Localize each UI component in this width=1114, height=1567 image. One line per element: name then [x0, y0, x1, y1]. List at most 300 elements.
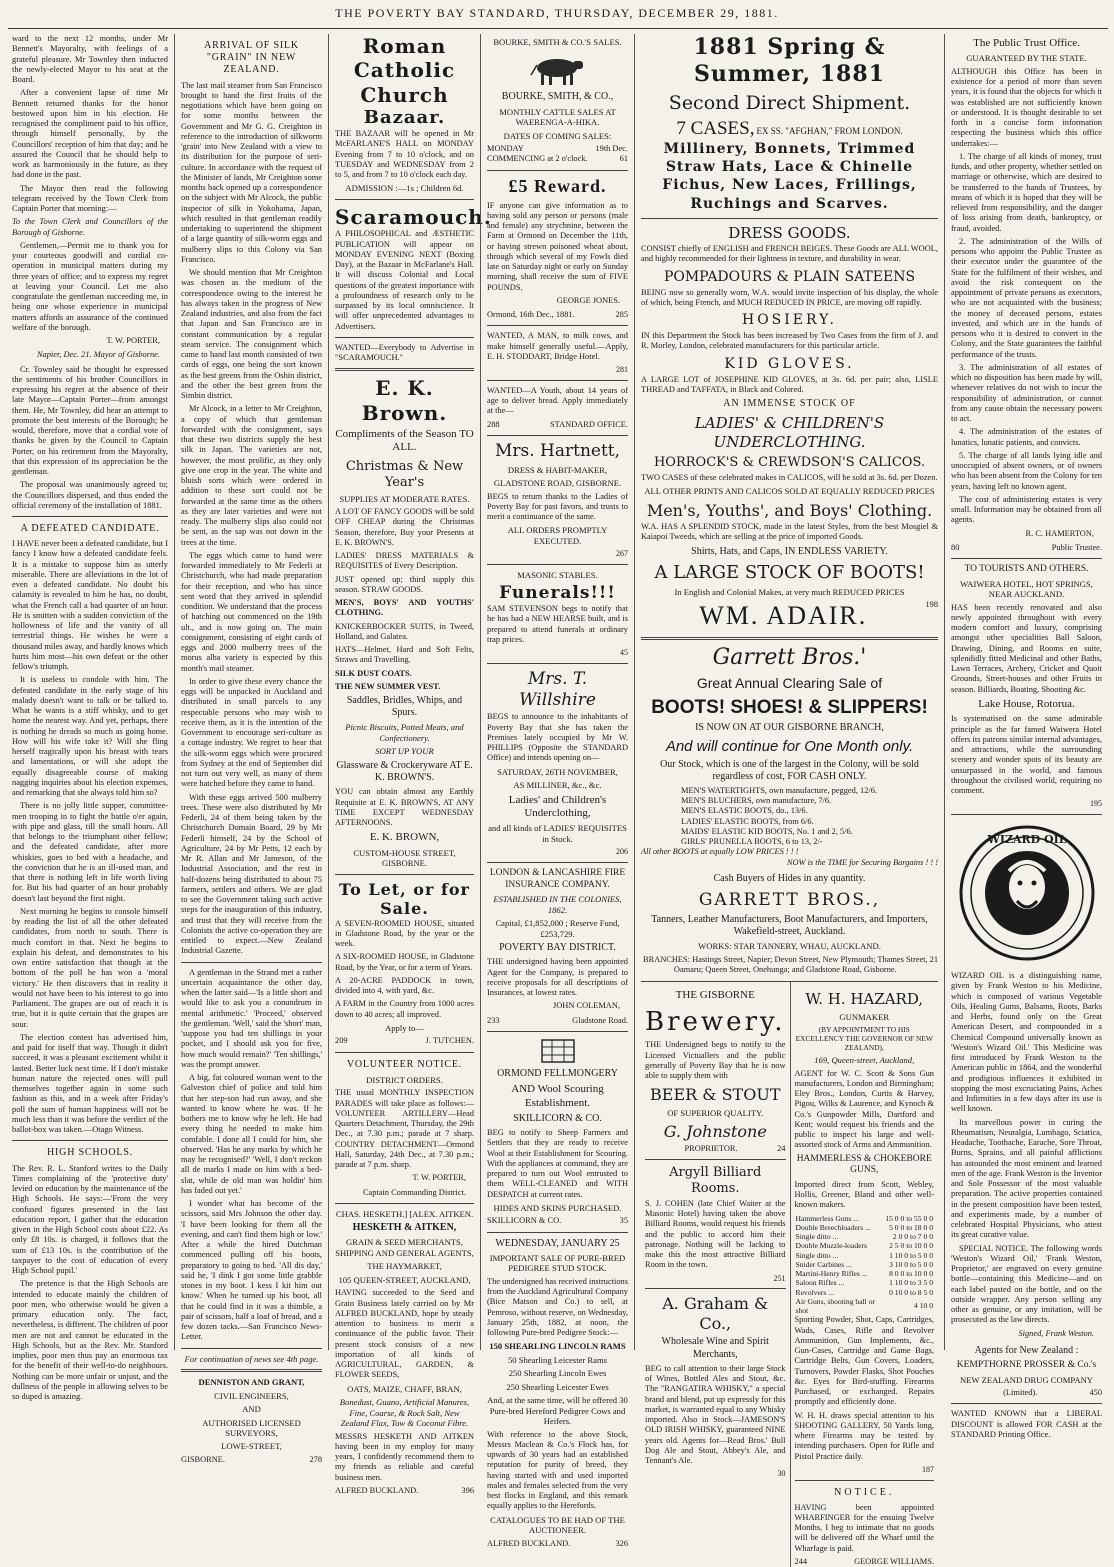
divider	[335, 199, 474, 200]
ad-text: THE BAZAAR will be opened in Mr McFARLANE'S HALL on MONDAY Evening from 7 to 10 o'clock, and on TUESDAY and WEDNESDAY from 2 to 5, and from 7 to 10 o'clock each day.	[335, 129, 474, 180]
gunmaker: GUNMAKER	[839, 1011, 890, 1022]
sale-date: WEDNESDAY, JANUARY 25	[495, 1237, 620, 1249]
gun-price: 1 10 0 to 5 0 0	[889, 1250, 933, 1260]
brewery-title: Brewery.	[645, 1006, 786, 1037]
ad-text: BEGS to return thanks to the Ladies of Poverty Bay for past favors, and trusts to merit a continuance of the same.	[487, 491, 628, 522]
porter-role: Captain Commanding District.	[362, 1187, 466, 1197]
divider	[335, 1052, 474, 1053]
ad-number: 187	[922, 1464, 934, 1474]
scaramouch-title: Scaramouch.	[335, 204, 492, 229]
skillicorn-footer	[487, 1216, 628, 1226]
catalogues: CATALOGUES TO BE HAD OF THE AUCTIONEER.	[490, 1514, 625, 1536]
article-text: With these eggs arrived 500 mulberry trees. These were also distributed by Mr Federli, 24 of them being taken by the Christchurch Domain Board, 29 by Mr Federli himself, 24 by the School of Agriculture, 24 by Mr Petts, 12 each by Mr R. Allan and Mr Jameson, of the Industrial Association, and the rest in half-dozens being distributed to about 75 farmers, settlers and others. We are glad to see the Government taking such active steps for the inauguration of this industry, and trust that they will receive from the Colonists the active co-operation they are entitled to expect.—New Zealand Industrial Gazette.	[181, 792, 322, 956]
ad-text: BEG to notify to Sheep Farmers and Settlers that they are ready to receive Wool at their Establishment for Scouring. With the appliances at command, they are prepared to turn out Wool entrusted to them WELL-CLEANED and WITH DESPATCH at current rates.	[487, 1128, 628, 1199]
gun-item: Double Breechloaders ...	[795, 1222, 871, 1232]
sale-date-row	[487, 144, 628, 154]
ad-text: HAS been recently renovated and also newly appointed throughout with every modern comfort and luxury, comprising amongst other specialities Ball Saloon, Drawing, Dining, and Rooms en suite, splendidly fitted Medicinal and other Baths, Lawn Terraces, Archery, Cricket and Quoit Grounds, Street-houses and other Fruits in season. Billiards, Boating, Shooting &c.	[951, 602, 1102, 694]
ad-text: THE NEW SUMMER VEST.	[335, 681, 441, 691]
buckland-footer	[335, 1486, 474, 1496]
ad-number: 61	[619, 154, 628, 164]
hamerton-footer	[951, 543, 1102, 553]
divider	[12, 1140, 168, 1141]
ad-number: 288	[487, 419, 500, 429]
stock-line: And, at the same time, will be offered 30 Pure-bred Hereford Pedigree Cows and Heifers.	[487, 1395, 628, 1427]
lake-house: Lake House, Rotorua.	[978, 697, 1075, 710]
article-text: The Mayor then read the following telegram received by the Town Clerk from Captain Porter that morning:—	[12, 183, 168, 213]
underclothing: LADIES' & CHILDREN'S UNDERCLOTHING.	[694, 414, 885, 451]
telegram-place: Napier, Dec. 21. Mayor of Gisborne.	[36, 350, 160, 360]
ad-text: A SEVEN-ROOMED HOUSE, situated in Gladstone Road, by the year or the week.	[335, 918, 474, 949]
hammerless: HAMMERLESS & CHOKEBORE GUNS,	[796, 1153, 932, 1176]
gun-price: 0 10 0 to 8 5 0	[889, 1287, 933, 1297]
telegram-signature: T. W. PORTER,	[106, 336, 160, 345]
column-6	[944, 34, 1108, 1439]
weston-signature: Signed, Frank Weston.	[1018, 1328, 1094, 1338]
article-text: Mr Alcock, in a letter to Mr Creighton, a copy of which that gentleman forwarded with the consignment, says that these two districts supply the best silk in Japan. The varieties are not, however, the most prolific, as they only give one crop in the year. The white and bluish sorts which were ordered in addition to these sort could not be forwarded at the same time as the others as they are later varieties and were not ready. The mulberry slips also could not be sent, as the sap was not down in the trees at the time.	[181, 404, 322, 547]
gun-price: 4 10 0	[914, 1301, 933, 1311]
ad-text: HATS—Helmet, Hard and Soft Felts, Straws and Travelling.	[335, 645, 474, 665]
column-2	[174, 34, 328, 1464]
millinery: Millinery, Bonnets, Trimmed Straw Hats, Lace & Chinelle Fichus, New Laces, Frillings, Ruchings and Scarves.	[662, 141, 917, 212]
hartnett-sub: DRESS & HABIT-MAKER,	[507, 464, 608, 475]
ad-text: Our Stock, which is one of the largest in the Colony, will be sold regardless of cost, FOR CASH ONLY.	[660, 758, 919, 782]
gun-price-row	[795, 1269, 935, 1278]
denniston-town: GISBORNE.	[181, 1454, 225, 1464]
gun-price: 8 0 0 to 10 0 0	[889, 1269, 933, 1278]
gun-item: Revolvers ...	[795, 1287, 834, 1297]
ad-text: WANTED—A Youth, about 14 years of age to deliver bread. Apply immediately at the—	[487, 385, 628, 416]
ad-number: 233	[487, 1015, 500, 1025]
article-text: I wonder what has become of the scissors, said Mrs Johnson the other day. 'I have been looking for them all the evening, and can't find them high or low.' After a while the hired Dutchman commenced pulling off his boots, preparatory to going to bed. 'All dis day,' said he, 'I dink I got some little grabble stones in my boot. I kess I kit him out know.' When he turned up his boot, all that he could find in it was a thimble, a pair of scissors, half a loaf of bread, and a few dozen tacks.—San Francisco News-Letter.	[181, 1199, 322, 1342]
article-text: In order to give these every chance the eggs will be unpacked in Auckland and distributed in small parcels to any respectable persons who may wish to receive them, as it is the intention of the Government to encourage seri-culture as a cottage industry. We regret to hear that the silk-worm eggs which were procured from Sydney at the end of September did not turn out very well, as many of them were hatched before they came to hand.	[181, 676, 322, 789]
gun-item: Single ditto ...	[795, 1250, 839, 1260]
christmas-heading: Christmas & New Year's	[345, 458, 464, 490]
horrocks: HORROCK'S & CREWDSON'S CALICOS.	[653, 455, 926, 471]
ad-text: HAVING been appointed WHARFINGER for the ensuing Twelve Months, I beg to intimate that no goods will be delivered off the Wharf until the Wharfage is paid.	[794, 1502, 934, 1553]
garrett-bros: GARRETT BROS.,	[698, 890, 881, 911]
standard-office: STANDARD OFFICE.	[550, 419, 628, 429]
divider	[487, 170, 628, 171]
boots-sub: In English and Colonial Makes, at very much REDUCED PRICES	[674, 586, 905, 597]
ad-text: CONSIST chiefly of ENGLISH and FRENCH BEIGES. These Goods are ALL WOOL, and highly recommended for their lightness in texture, and durability in wear.	[641, 244, 938, 264]
district-orders: DISTRICT ORDERS.	[366, 1074, 443, 1085]
hesketh-line: GRAIN & SEED MERCHANTS, SHIPPING AND GENERAL AGENTS,	[335, 1237, 474, 1258]
gun-item: Saloon Rifles ...	[795, 1278, 845, 1288]
boot-price: MEN'S BLUCHERS, own manufacture, 7/6.	[681, 796, 832, 806]
ad-text: A LARGE LOT of JOSEPHINE KID GLOVES, at 3s. 6d. per pair; also, LISLE THREAD and TAFFATA, in Black and Colored.	[641, 374, 938, 395]
boot-price: MEN'S WATERTIGHTS, own manufacture, pegged, 12/6.	[681, 785, 877, 795]
gun-price-row	[795, 1232, 935, 1241]
gun-price-row	[795, 1260, 935, 1269]
divider	[487, 435, 628, 436]
argyll-title: Argyll Billiard Rooms.	[669, 1165, 762, 1196]
nz-drug: NEW ZEALAND DRUG COMPANY	[960, 1374, 1093, 1385]
boot-price-list	[641, 786, 938, 848]
headline-defeated-candidate: A DEFEATED CANDIDATE.	[20, 523, 160, 534]
ad-number: 209	[335, 1036, 348, 1046]
glassware: Glassware & Crockeryware AT E. K. BROWN'S.	[336, 759, 473, 784]
ad-text: BEGS to announce to the inhabitants of Poverty Bay that she has taken the Premises lately occupied by Mr W. PHILLIPS (Opposite the STANDARD Office) and intends opening on—	[487, 712, 628, 763]
ad-text: Imported direct from Scott, Webley, Hollis, Greener, Bland and other well-known makers.	[794, 1179, 934, 1210]
milliner: AS MILLINER, &c., &c.	[513, 780, 602, 791]
article-text: Cr. Townley said he thought he expressed the sentiments of his brother Councillors in expressing his regret at the absence of their late Mayor—Captain Porter—from amongst them. He, Mr Townley, did hear an attempt to promote the best interests of the Borough; he would, therefore, move that a cordial vote of thanks be given by the Council to Captain Porter, on his retirement from the Mayoralty, that this expression of its appreciation be the gentleman.	[12, 364, 168, 476]
divider	[181, 1369, 322, 1372]
ormond-fellmongery: ORMOND FELLMONGERY	[497, 1067, 618, 1079]
ad-text: SILK DUST COATS.	[335, 668, 412, 678]
jones-sig: GEORGE JONES.	[556, 295, 620, 305]
column-1	[6, 34, 174, 1402]
porter-sig: T. W. PORTER,	[412, 1173, 466, 1183]
ad-text: 5. The charge of all lands lying idle and unoccupied of absent owners, or of owners who has been absent from the Colony for ten years, having left no known agent.	[951, 450, 1102, 491]
ad-number: 326	[615, 1538, 628, 1548]
divider	[335, 368, 474, 371]
denniston-footer	[181, 1455, 322, 1465]
gun-item: Single ditto ...	[795, 1232, 839, 1241]
willshire-title: Mrs. T. Willshire	[519, 668, 596, 710]
gun-price: 3 10 0 to 5 0 0	[889, 1259, 933, 1269]
quality: OF SUPERIOR QUALITY.	[667, 1107, 764, 1118]
article-text: After a convenient lapse of time Mr Bennett returned thanks for the honor bestowed upon him in his election. He recognised the compliment paid to his office, through himself personally, by the Councillors' reception of him that day; and he assured the Council that he should help to work as harmoniously in the future, as they had done in the past.	[12, 88, 168, 180]
london-lancashire: LONDON & LANCASHIRE FIRE INSURANCE COMPANY.	[489, 868, 626, 890]
lower-ads	[641, 981, 938, 1567]
shirts: Shirts, Hats, and Caps, IN ENDLESS VARIETY.	[691, 545, 888, 557]
ad-text: A SIX-ROOMED HOUSE, in Gladstone Road, by the Year, or for a term of Years.	[335, 952, 474, 972]
mens-clothing: Men's, Youths', and Boys' Clothing.	[646, 500, 933, 520]
ad-text: A 20-ACRE PADDOCK in town, divided into 4, with yard, &c.	[335, 975, 474, 996]
gun-price: 15 0 0 to 55 0 0	[885, 1213, 933, 1223]
divider	[487, 1232, 628, 1233]
oats: OATS, MAIZE, CHAFF, BRAN,	[347, 1383, 462, 1394]
divider	[335, 1203, 474, 1204]
ad-text: 2. The administration of the Wills of persons who appoint the Public Trustee as their executor under the guarantee of the State for the fulfilment of their wishes, and avoid the risk consequent on the appointment of private persons as executors, who are not acquainted with the business; the money of deceased persons, estates invested, and which are in the hands of persons who it is desired to convert in the Colony, and the State guarantees the faithful performance of the trusts.	[951, 236, 1102, 359]
divider	[335, 337, 474, 338]
ad-text: MESSRS HESKETH AND AITKEN having been in my employ for many years, I confidently recommend them to my friends as reliable and careful business men.	[335, 1431, 474, 1482]
divider	[181, 1348, 322, 1349]
kid-gloves: KID GLOVES.	[724, 355, 855, 372]
brewery-ad	[641, 982, 790, 1567]
divider	[487, 564, 628, 565]
gun-price-rows	[795, 1214, 935, 1316]
ad-number: 21	[929, 954, 938, 964]
proprietor: PROPRIETOR.	[684, 1143, 738, 1153]
gun-item: Hammerless Guns ...	[795, 1213, 859, 1223]
ladies-requisites: and all kinds of LADIES' REQUISITES in Stock.	[488, 823, 627, 844]
gun-item: Air Guns, shooting ball or shot	[795, 1296, 876, 1315]
tutchen-sig: J. TUTCHEN.	[425, 1036, 474, 1046]
brewery-the: THE GISBORNE	[675, 989, 755, 1002]
divider	[335, 874, 474, 875]
ad-text: IN this Department the Stock has been increased by Two Cases from the firm of J. and R. Morley, London, celebrated manufacturers for this particular article.	[641, 331, 938, 351]
garrett-title: Garrett Bros.'	[712, 645, 867, 671]
masthead-rule	[8, 28, 1108, 29]
rc-admission: ADMISSION :—1s ; Children 6d.	[345, 183, 464, 194]
notice-title: NOTICE.	[834, 1486, 895, 1498]
ad-number: 198	[925, 600, 938, 610]
ad-text: 1. The charge of all kinds of money, trust funds, and other property, whether settled on marriage or otherwise, which are desired to be transferred to the hands of Trustees, by means of which it is hoped that they will be relieved from responsibility, and the danger of loss arising from death, bankruptcy, or fraud, avoided.	[951, 151, 1102, 233]
commencing-row	[487, 154, 628, 164]
rc-church-title: Roman Catholic Church	[353, 34, 456, 107]
buckland-sig: ALFRED BUCKLAND.	[487, 1538, 571, 1548]
ad-text: SAM STEVENSON begs to notify that he has had a NEW HEARSE built, and is prepared to attend funerals at ordinary trap prices.	[487, 604, 628, 644]
ad-text: With reference to the above Stock, Messrs Maclean & Co.'s Flock has, for upwards of 30 years had an established reputation for purity of breed, they having started with and used imported males and females selected from the very best flocks in England, and this remark equally applies to the Herefords.	[487, 1429, 628, 1511]
denniston-line: AUTHORISED LICENSED SURVEYORS,	[202, 1417, 301, 1438]
ad-text: W. H. H. draws special attention to his SHOOTING GALLERY, 50 Yards long, where Firearms may be tested by intending purchasers. Open for Rifle and Pistol Practice daily.	[794, 1410, 934, 1461]
wholesale: Wholesale Wine and Spirit Merchants,	[661, 1336, 769, 1360]
ad-number: 24	[777, 1143, 786, 1153]
now-is-time: NOW is the TIME for Securing Bargains ! ! !	[786, 857, 938, 867]
tanners: Tanners, Leather Manufacturers, Boot Manufacturers, and Importers, Wakefield-street, Auckland.	[651, 913, 928, 938]
ad-number: 206	[616, 847, 628, 857]
rc-bazaar-title: Bazaar.	[363, 107, 446, 129]
stock-line: 50 Shearling Leicester Rams	[507, 1354, 608, 1365]
divider	[487, 862, 628, 863]
article-text: It is useless to condole with him. The defeated candidate in the early stage of his malady doesn't want to talk or be talked to. What he wants is a stiff whisky, and to get home the nearest way. And yet, perhaps, there is nothing he dreads so much as going home. How will his wife take it? Will she fling herself tragically upon his breast with tears and lamentations, or will she adopt the equally disagreeable course of making nagging inquiries about his election expenses, and remarking that she always told him so?	[12, 675, 168, 798]
ad-number: 35	[619, 1216, 628, 1226]
article-text: ward to the next 12 months, under Mr Bennett's Mayoralty, with feelings of a grateful pleasure. Mr Townley then inducted the newly-elected Mayor to his seat at the Board.	[12, 34, 168, 84]
volunteer-title: VOLUNTEER NOTICE.	[346, 1058, 463, 1070]
gun-price-row	[795, 1214, 935, 1223]
article-text: There is no jolly little supper, committee-men trooping in to fight the battle o'er again, with pipe and glass, till the small hours. All that belongs to the triumphant other fellow; and the defeated candidate, after more whiskies, goes to bed with a headache, and the conviction that he is an ill-used man, and that there is nothing left in life worth living for. But his bad quarter of an hour probably doesn't last beyond the first night.	[12, 801, 168, 903]
ad-text: BEG to call attention to their large Stock of Wines, Bottled Ales and Stout, &c. The "RANGATIRA WHISKY," a special brand and blend, put up expressly for this market, is warranted equal to any Whisky imported. Also in Stock—JAMESON'S OLD IRISH WHISKY, guaranteed NINE years old. Agents for—Read Bros.' Bull Dog Ale and Stout, Abbey's Ale, and Tennant's Ale.	[645, 1363, 786, 1465]
hartnett-addr: GLADSTONE ROAD, GISBORNE.	[493, 478, 622, 489]
appointment: (BY APPOINTMENT TO HIS EXCELLENCY THE GOVERNOR OF NEW ZEALAND),	[795, 1025, 933, 1053]
divider	[487, 380, 628, 381]
now-on: IS NOW ON AT OUR GISBORNE BRANCH,	[695, 722, 884, 734]
buckland-footer	[487, 1539, 628, 1549]
gun-price-row	[795, 1223, 935, 1232]
cases: 7 CASES,	[676, 117, 755, 139]
column-4	[480, 34, 634, 1548]
boots-stock: A LARGE STOCK OF BOOTS!	[654, 561, 925, 583]
bourke-name: BOURKE, SMITH, & CO.,	[501, 91, 614, 103]
ad-number: 45	[620, 648, 628, 658]
saddles: Saddles, Bridles, Whips, and Spurs.	[346, 695, 463, 719]
cases-line	[641, 117, 938, 140]
established: ESTABLISHED IN THE COLONIES, 1862.	[493, 894, 622, 915]
gun-price: 2 0 0 to 7 0 0	[892, 1232, 933, 1241]
ad-number: 450	[1089, 1388, 1102, 1398]
divider	[951, 814, 1102, 815]
ad-number: 251	[773, 1273, 786, 1283]
ad-text: A PHILOSOPHICAL and ÆSTHETIC PUBLICATION will appear on MONDAY EVENING NEXT (Boxing Day), at the Bazaar in McFarlane's Hall. It will discuss Colonial and Local questions of the greatest importance with a profoundness of research only to be surpassed by its local omniscience. It will offer unprecedented advantages to Advertisers.	[335, 229, 474, 331]
ad-text: IF anyone can give information as to having sold any person or persons (male and female) any strychnine, between the Farm at Ormond on December the 11th, or having strewn poisoned wheat about, through which several of my Fowls died late on Saturday night or early on Sunday morning, shall receive the sum of FIVE POUNDS.	[487, 200, 628, 292]
ad-text: S. J. COHEN (late Chief Waiter at the Masonic Hotel) having taken the above Billiard Rooms, would request his friends and the public to accord him their patronage. Nothing will be lacking to make this the most attractive Billiard Room in the town.	[645, 1198, 786, 1270]
branches: BRANCHES: Hastings Street, Napier; Devon Street, New Plymouth; Thames Street, Oamaru; Queen Street, Onehunga; and Gladstone Road, Gisborne.	[643, 954, 928, 974]
important-sale: IMPORTANT SALE OF PURE-BRED PEDIGREE STUD STOCK.	[489, 1252, 626, 1274]
hesketh-line: 105 QUEEN-STREET, AUCKLAND,	[338, 1274, 471, 1285]
ad-text: ALTHOUGH this Office has been in existence for a period of more than seven years, it is found that the objects for which it was established are not sufficiently known or understood. It is thought desirable to set forth in a concise form information respecting the business which this office undertakes:—	[951, 66, 1102, 148]
tutchen-footer	[335, 1036, 474, 1046]
article-text: A gentleman in the Strand met a rather uncertain acquaintance the other day, when the latter said—'Is a little short and would like to ask you a conundrum in mental arithmetic.' 'Proceed,' observed the gentleman. 'Well,' said the 'short' man, 'suppose you had ten shillings in your pocket, and I should ask you for five, how much would remain?' 'Ten shillings,' was the prompt answer.	[181, 967, 322, 1069]
boot-price: GIRLS' PRUNELLA BOOTS, 6 to 13, 2/-	[681, 837, 823, 847]
article-text: I HAVE never been a defeated candidate, but I fancy I know how a defeated candidate feels. It is a mistake to suppose him as utterly miserable. There are alleviations in the lot of even a defeated candidate. No doubt his calamity is revealed to him he has, no doubt, what the French call a bad quarter of an hour. He is smitten with a sudden conviction of the hollowness of life and the vanity of all terrestrial things. He wishes he were a thousand miles away, and hardly knows which hurts him most—his own defeat or the other fellow's triumph.	[12, 539, 168, 672]
ad-text: WANTED KNOWN that a LIBERAL DISCOUNT is allowed FOR CASH at the STANDARD Printing Office.	[951, 1409, 1102, 1439]
divider	[645, 1159, 786, 1160]
article-text: The pretence is that the High Schools are intended to educate mainly the children of poor men, who otherwise would be given a primary education only. The fact, nevertheless, is different. The children of poor men are not and cannot be educated in the High Schools, but as the Rev. Mr. Stanford implies, poor men thus pay an enormous tax for the benefit of their well-to-do neighbours. Nothing can be more unfair or unjust, and the dullness of the people in allowing selves to be so duped is amazing.	[12, 1279, 168, 1402]
bourke-head: BOURKE, SMITH & CO.'S SALES.	[493, 37, 622, 47]
gun-price-row	[795, 1297, 935, 1316]
ad-text: YOU can obtain almost any Earthly Requisite at E. K. BROWN'S, AT ANY TIME EXCEPT WEDNESDAY AFTERNOONS.	[335, 787, 474, 827]
ad-number: 195	[1090, 799, 1102, 809]
immense-stock: AN IMMENSE STOCK OF	[723, 398, 856, 410]
dress-goods: DRESS GOODS.	[728, 223, 851, 242]
cattle-icon	[523, 51, 593, 87]
ad-number: 30	[777, 1469, 786, 1479]
ad-text: THE usual MONTHLY INSPECTION PARADES will take place as follows:— VOLUNTEER ARTILLERY—Head Quarters Detachment, Thursday, the 29th Dec., at 7.30 p.m.; parade at 7 sharp. COUNTRY DETACHMENT—Ormond Hall, Saturday, 24th Dec., at 7.30 p.m.; parade at 7 p.m. sharp.	[335, 1088, 474, 1170]
ad-number: 244	[794, 1556, 808, 1566]
limited: (Limited).	[1003, 1388, 1038, 1398]
denniston-line: CIVIL ENGINEERS,	[214, 1390, 289, 1401]
ad-text: Its marvellous power in curing the Rheumatism, Neuralgia, Lumbago, Sciatica, Headache, Toothache, Earache, Sore Throat, Burns, Sprains, and all painful afflictions has astounded the most eminent and learned men of the age. Frank Weston is the Inventor and Sole Possessor of the most valuable preparation. The active properties contained in the present composition have been tested, and experiments made, by a number of celebrated Hospital Physicians, who attest its great curative value.	[951, 1117, 1102, 1240]
divider	[487, 325, 628, 326]
williams-sig: GEORGE WILLIAMS.	[854, 1556, 934, 1566]
ek-brown-addr: CUSTOM-HOUSE STREET, GISBORNE.	[353, 847, 456, 869]
bonedust: Bonedust, Guano, Artificial Manures, Fine, Coarse, & Rock Salt, New Zealand Flax, Tow & Coconut Fibre.	[339, 1397, 470, 1429]
cash-buyers: Cash Buyers of Hides in any quantity.	[713, 872, 866, 884]
ad-text: LADIES' DRESS MATERIALS & REQUISITES of Every Description.	[335, 551, 474, 571]
telegram-address: To the Town Clerk and Councillors of the Borough of Gisborne.	[12, 217, 168, 237]
hesketh-title: HESKETH & AITKEN,	[352, 1222, 457, 1234]
divider	[487, 1031, 628, 1032]
ad-number: 396	[461, 1485, 474, 1495]
hazard-title: W. H. HAZARD,	[805, 990, 924, 1009]
wool-scouring: AND Wool Scouring Establishment.	[511, 1083, 604, 1109]
gun-price-table	[795, 1214, 935, 1316]
compliments: Compliments of the Season TO ALL.	[335, 428, 474, 454]
monthly-sales: MONTHLY CATTLE SALES AT WAERENGA-A-HIKA.	[499, 106, 616, 128]
standard-footer	[487, 420, 628, 430]
gun-price: 1 10 0 to 3 5 0	[889, 1278, 933, 1288]
gun-price-row	[795, 1251, 935, 1260]
adair-name: WM. ADAIR.	[699, 601, 868, 631]
boot-price: MEN'S ELASTIC BOOTS, do., 13/6.	[681, 806, 808, 816]
jones-date: Ormond, 16th Dec., 1881.	[487, 310, 575, 320]
sale-date: 19th Dec.	[595, 144, 628, 154]
headline-silk-grain: ARRIVAL OF SILK "GRAIN" IN NEW ZEALAND.	[204, 40, 299, 76]
article-text: We should mention that Mr Creighton was chosen as the medium of the correspondence owing to the interest he has always taken in the progress of New Zealand industries, and also from the fact that Japan and San Francisco are in constant communication by a regular steam service. The consignment which came to hand last month consisted of two cards of eggs, one being the sort known as the best greens from the Oshin district, and the other the best green from the Simbin district.	[181, 268, 322, 401]
ad-text: JUST opened up; third supply this season. STRAW GOODS.	[335, 574, 474, 594]
clearing-sale: Great Annual Clearing Sale of	[696, 674, 883, 691]
masthead: THE POVERTY BAY STANDARD, THURSDAY, DECEMBER 29, 1881.	[335, 6, 779, 20]
graham-title: A. Graham & Co.,	[662, 1294, 769, 1333]
to-let-title: To Let, or for Sale.	[339, 879, 470, 919]
ad-text: A LOT OF FANCY GOODS will be sold OFF CHEAP during the Christmas Season, therefore, Buy your Presents at E. K. BROWN'S.	[335, 507, 474, 547]
gun-item: Double Muzzle-loaders	[795, 1241, 867, 1251]
ad-text: TWO CASES of these celebrated makes in CALICOS, will be sold at 3s. 6d. per Dozen.	[641, 472, 938, 482]
guaranteed: GUARANTEED BY THE STATE.	[966, 53, 1087, 64]
gun-item: Martini-Henry Rifles ...	[795, 1269, 868, 1278]
ad-text: HAVING succeeded to the Seed and Grain Business lately carried on by Mr ALFRED BUCKLAND, hope by steady attention to business to merit a continuance of the public favor. Their present stock consists of a new importation of all kinds of AGRICULTURAL, GARDEN, & FLOWER SEEDS,	[335, 1288, 474, 1380]
dates: DATES OF COMING SALES:	[503, 130, 612, 141]
sale-day: MONDAY	[487, 144, 524, 154]
wizard-oil-seal-icon	[957, 823, 1097, 963]
gun-price: 5 0 0 to 18 0 0	[889, 1222, 933, 1232]
denniston-grant-name: DENNISTON AND GRANT,	[198, 1377, 305, 1388]
apply: Apply to—	[385, 1022, 424, 1033]
beer-stout: BEER & STOUT	[650, 1085, 781, 1105]
stock-line: 250 Shearling Lincoln Ewes	[508, 1368, 607, 1379]
ad-number: 278	[309, 1454, 322, 1464]
hamerton-sig: R. C. HAMERTON,	[1025, 528, 1094, 538]
divider	[951, 1403, 1102, 1404]
kempthorne: KEMPTHORNE PROSSER & Co.'s	[956, 1360, 1097, 1371]
stock-line: 250 Shearling Leicester Ewes	[506, 1381, 609, 1392]
divider	[641, 637, 938, 640]
ad-text: KNICKERBOCKER SUITS, in Tweed, Holland, and Galatea.	[335, 621, 474, 641]
prints: ALL OTHER PRINTS AND CALICOS SOLD AT EQUALLY REDUCED PRICES	[644, 486, 935, 497]
hazard-address: 169, Queen-street, Auckland,	[814, 1055, 915, 1066]
continuation-note: For continuation of news see 4th page.	[184, 1353, 319, 1364]
ad-text: SPECIAL NOTICE. The following words 'Weston's Wizard Oil,' 'Frank Weston, Proprietor,' are engraved on every genuine bottle—containing this Medicine—and on each label pasted on the bottle, and on the outside wrapper. Any person selling any other as genuine, or any imitation, will be prosecuted as the law directs.	[951, 1243, 1102, 1325]
ad-text: WIZARD OIL is a distinguishing name, given by Frank Weston to his Medicine, which is composed of various Vegetable Oils, Healing Gums, Balsams, Roots, Barks and Herbs, found only on the Great American Desert, and compounded in a Chemical Compound universally known as 'Weston's Wizard Oil.' This Medicine was first introduced by Frank Weston to the American public in 1864, and the wonderful and prodigious influences it exhibited in stopping the most excruciating Pains, Aches and Infirmities in a few days after its use is well known.	[951, 971, 1102, 1114]
skillicorn-title: SKILLICORN & CO.	[513, 1112, 602, 1124]
jones-footer	[487, 310, 628, 320]
second-shipment: Second Direct Shipment.	[668, 91, 911, 114]
ad-text: The cost of administering estates is very small. Information may be obtained from all agents.	[951, 494, 1102, 525]
funerals-title: Funerals!!!	[499, 583, 616, 604]
ad-text: 3. The administration of all estates of which no disposition has been made by will, whenever relatives do not wish to incur the responsibility of administration, or cannot from any cause obtain the necessary powers to act.	[951, 362, 1102, 424]
article-text: Next morning he begins to console himself by reading the list of all the other defeated candidates, from north to south. There is much comfort in that. Next he begins to explain his defeat, and demonstrates to his own entire satisfaction that though at the bottom of the poll he has won a 'moral victory.' He then discovers that in reality it would not have been to his interest to go into Parliament. The grapes are out of reach it is true, but it is quite certain that the grapes are sour.	[12, 906, 168, 1029]
ad-text: The undersigned has received instructions from the Auckland Agricultural Company (Bice Matson and Co.) to sell, at Pemroso, without reserve, on Wednesday, January 25th, 1882, at noon, the following Pure-bred Pedigree Stock:—	[487, 1276, 628, 1338]
spring-summer-title: 1881 Spring & Summer, 1881	[693, 34, 886, 87]
skillicorn-sig: SKILLICORN & CO.	[487, 1216, 562, 1226]
coleman-footer	[487, 1016, 628, 1026]
hartnett-title: Mrs. Hartnett,	[494, 440, 621, 461]
branches-row	[641, 955, 938, 976]
sort-up: SORT UP YOUR	[375, 746, 434, 757]
ad-text: AGENT for W. C. Scott & Sons Gun manufacturers, London and Birmingham; Eley Bros., London, Curtis & Harvey, Pigou, Wilks & Laurence, and Kynoch & Co.'s Gunpowder Mills, Dartford and Kent; would request his friends and the public to inspect his large and well-assorted stock of Arms and Ammunition.	[794, 1068, 934, 1150]
williams-footer	[795, 1557, 935, 1567]
ad-text: BEING now so generally worn, W.A. would invite inspection of his display, the whole of which, being French, and MUCH REDUCED IN PRICE, are moving off rapidly.	[641, 287, 938, 307]
gun-price: 2 5 0 to 10 0 0	[889, 1241, 933, 1251]
denniston-line: AND	[242, 1404, 261, 1415]
stock-line: 150 SHEARLING LINCOLN RAMS	[489, 1341, 626, 1352]
ad-text: Sporting Powder, Shot, Caps, Cartridges, Wads, Cases, Rifle and Revolver Ammunition, Gun Implements, &c., Gun-Cases, Cartridge and Game Bags, Cartridge Belts, Gun Covers, Loaders, Turnovers, Powder Flasks, Shot Pouches &c. Eyes for Bird-stuffing. Firearms Purchased, or exchanged. Repairs promptly and efficiently done.	[794, 1315, 934, 1407]
article-text: The Rev. R. L. Stanford writes to the Daily Times complaining of the 'protective duty' levied on education by the maintenance of the High Schools. He says:—'From the very confused figures presented in the last education report, I gather that the education given in the High School costs about £22. As only £8 10s. is charged, it follows that the sum of £13 10s. is the contribution of the taxpayer to the cost of education of every High School pupil.'	[12, 1163, 168, 1276]
willshire-date: SATURDAY, 26TH NOVEMBER,	[497, 766, 618, 777]
boot-price: LADIES' ELASTIC BOOTS, from 6/6.	[681, 816, 814, 826]
hosiery: HOSIERY.	[741, 312, 838, 329]
wool-bale-icon	[538, 1037, 578, 1065]
gun-price-row	[795, 1241, 935, 1250]
ad-text: Is systematised on the same admirable principle as the far famed Waiwera Hotel offers its patrons similar internal advantages, and attractions, while the surrounding scenery and wonder spots of its beauty are unsurpassed in the world, and famous throughout the civilised world, requiring no comment.	[951, 714, 1102, 796]
coleman-addr: Gladstone Road.	[572, 1015, 628, 1025]
ad-text: W.A. HAS A SPLENDID STOCK, made in the latest Styles, from the best Mosgiel & Kaiapoi Tweeds, which are selling at the price of imported Goods.	[641, 522, 938, 542]
seal-lettering: WIZARD OIL	[986, 833, 1067, 847]
denniston-line: LOWE-STREET,	[221, 1441, 282, 1452]
divider	[12, 516, 168, 517]
gun-price-row	[795, 1278, 935, 1287]
divider	[795, 1480, 935, 1481]
reward-title: £5 Reward.	[508, 175, 607, 196]
ad-text: WANTED, A MAN, to milk cows, and make himself generally useful.—Apply, E. H. STODDART, Bridge Hotel.	[487, 331, 628, 361]
ad-number: 80	[951, 542, 960, 552]
picnic: Picnic Biscuits, Potted Meats, and Confectionery.	[345, 722, 464, 743]
divider	[641, 218, 938, 219]
boots-shoes-slippers: BOOTS! SHOES! & SLIPPERS!	[651, 696, 928, 718]
buckland-sig: ALFRED BUCKLAND.	[335, 1485, 419, 1495]
public-trust-title: The Public Trust Office.	[973, 37, 1080, 49]
hamerton-role: Public Trustee.	[1051, 542, 1102, 552]
capital: Capital, £1,852,000 ; Reserve Fund, £253,729.	[495, 918, 620, 939]
ad-text: 4. The administration of the estates of lunatics, lunatic patients, and convicts.	[951, 427, 1102, 447]
article-text: A big, fat coloured woman went to the Galveston chief of police and told him that her step-son had run away, and she wanted to know where he was. If he bothers me to know why he left. He had every thing he needed to make him comfable. I done all I could for him, she observed. 'Has he any marks by which he may be recognised?' 'Well, I don't reckon all de marks I made on him with a bed-slat, while de old man was holdin' him has faded out yet.'	[181, 1073, 322, 1195]
hartnett-orders: ALL ORDERS PROMPTLY EXECUTED.	[507, 525, 608, 546]
ad-text: A FARM in the Country from 1000 acres down to 40 acres; all improved.	[335, 999, 474, 1019]
column-5	[634, 34, 944, 1566]
hesketh-names: CHAS. HESKETH.] [ALEX. AITKEN.	[335, 1208, 474, 1219]
divider	[645, 1288, 786, 1289]
